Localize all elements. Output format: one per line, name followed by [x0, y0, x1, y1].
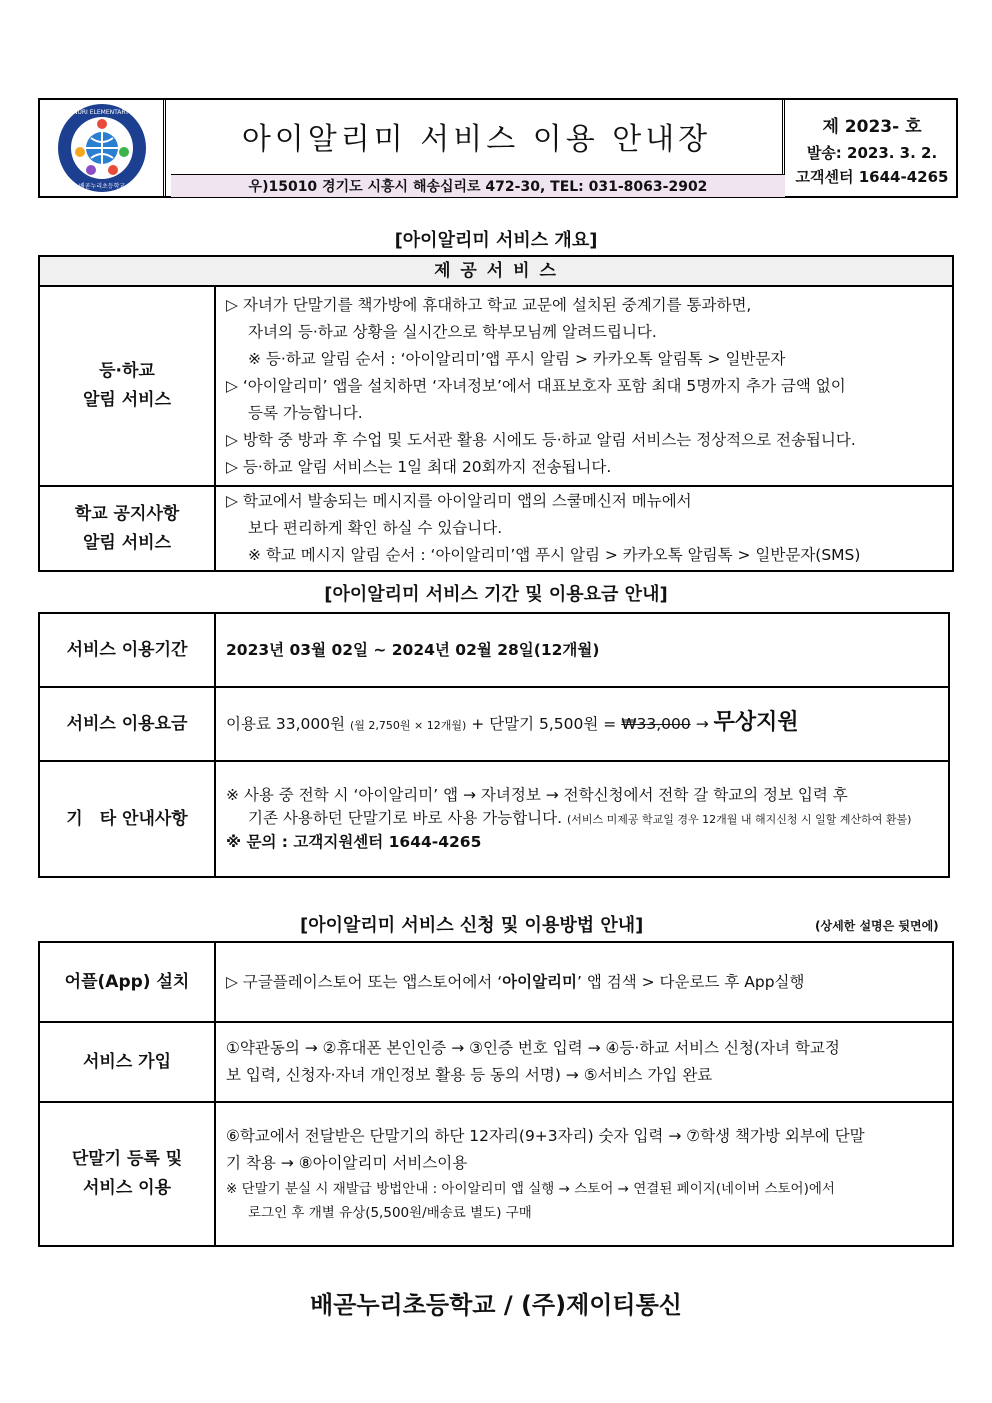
table-row [39, 286, 953, 486]
fee-free-support: 무상지원 [713, 710, 799, 735]
fee-value [215, 687, 949, 761]
doc-number: 제 2023- 호 [822, 117, 922, 137]
school-logo [40, 100, 166, 196]
app-label: 어플(App) 설치 [39, 942, 215, 1022]
overview-table-header: 제 공 서 비 스 [39, 256, 953, 286]
period-label: 서비스 이용기간 [39, 613, 215, 687]
content-line: 보다 편리하게 확인 하실 수 있습니다. [248, 519, 503, 537]
etc-content [215, 761, 949, 877]
etc-line [226, 807, 947, 831]
usage-title: [아이알리미 서비스 신청 및 이용방법 안내] [300, 915, 644, 936]
logo-korean-text: 배곧누리초등학교 [78, 183, 125, 190]
fee-breakdown: (월 2,750원 × 12개월) [350, 719, 467, 732]
join-content [215, 1022, 953, 1102]
overview-title: [아이알리미 서비스 개요] [394, 230, 598, 251]
table-row [39, 942, 953, 1022]
app-content [215, 942, 953, 1022]
row-content [215, 486, 953, 571]
join-line: ①약관동의 → ②휴대폰 본인인증 → ③인증 번호 입력 → ④등·하교 서비스 신청(자녀 학교정 [226, 1039, 840, 1057]
etc-line-text: 기존 사용하던 단말기로 바로 사용 가능합니다. [248, 809, 563, 827]
etc-label: 기 타 안내사항 [39, 761, 215, 877]
content-line: 자녀의 등·하교 상황을 실시간으로 학부모님께 알려드립니다. [248, 322, 657, 341]
logo-text: BAEGOTNURI ELEMENTARY SCHOOL [47, 109, 156, 116]
table-row [39, 687, 949, 761]
header-info [788, 100, 956, 196]
row-label [39, 286, 215, 486]
school-emblem-icon [47, 102, 156, 194]
issue-date: 발송: 2023. 3. 2. [806, 144, 938, 162]
row-label-line: 알림 서비스 [82, 532, 172, 553]
content-line: 등록 가능합니다. [248, 403, 363, 422]
overview-table [38, 255, 954, 572]
usage-side-note: (상세한 설명은 뒷면에) [815, 919, 939, 933]
app-text: ▷ 구글플레이스토어 또는 앱스토어에서 ‘ [226, 972, 503, 991]
app-name: 아이알리미 [502, 972, 577, 991]
device-label-line: 단말기 등록 및 [71, 1149, 183, 1169]
content-line: ▷ 등·하교 알림 서비스는 1일 최대 20회까지 전송됩니다. [226, 457, 612, 476]
period-value: 2023년 03월 02일 ~ 2024년 02월 28일(12개월) [215, 613, 949, 687]
row-content [215, 286, 953, 486]
arrow-icon: → [695, 715, 709, 733]
device-label-line: 서비스 이용 [82, 1178, 172, 1198]
table-row [39, 1022, 953, 1102]
etc-line: ※ 문의 : 고객지원센터 1644-4265 [226, 833, 482, 851]
pricing-title: [아이알리미 서비스 기간 및 이용요금 안내] [324, 584, 668, 605]
etc-line: ※ 사용 중 전학 시 ‘아이알리미’ 앱 → 자녀정보 → 전학신청에서 전학 갈 학교의 정보 입력 후 [226, 786, 848, 804]
device-line: 기 착용 → ⑧아이알리미 서비스이용 [226, 1154, 468, 1172]
row-label-line: 알림 서비스 [82, 390, 172, 410]
fee-label: 서비스 이용요금 [39, 687, 215, 761]
content-line: ※ 등·하교 알림 순서 : ‘아이알리미’앱 푸시 알림 > 카카오톡 알림톡 > 일반문자 [248, 349, 786, 368]
footer-signature: 배곧누리초등학교 / (주)제이티통신 [310, 1291, 682, 1319]
device-label [39, 1102, 215, 1246]
table-row [39, 486, 953, 571]
row-label-line: 등·하교 [99, 361, 155, 381]
etc-note: (서비스 미제공 학교일 경우 12개월 내 해지신청 시 일할 계산하여 환불) [567, 813, 912, 826]
content-line: ※ 학교 메시지 알림 순서 : ‘아이알리미’앱 푸시 알림 > 카카오톡 알림톡 > 일반문자(SMS) [248, 546, 861, 564]
device-content [215, 1102, 953, 1246]
table-row [39, 1102, 953, 1246]
app-text: ’ 앱 검색 > 다운로드 후 App실행 [577, 972, 805, 991]
table-row [39, 613, 949, 687]
content-line: ▷ 자녀가 단말기를 책가방에 휴대하고 학교 교문에 설치된 중계기를 통과하면, [226, 295, 752, 314]
document-title: 아이알리미 서비스 이용 안내장 [241, 122, 712, 157]
row-label [39, 486, 215, 571]
usage-table [38, 941, 954, 1247]
table-row [39, 761, 949, 877]
customer-center: 고객센터 1644-4265 [795, 168, 949, 186]
row-label-line: 학교 공지사항 [74, 503, 180, 524]
content-line: ▷ 방학 중 방과 후 수업 및 도서관 활용 시에도 등·하교 알림 서비스는 정상적으로 전송됩니다. [226, 430, 856, 449]
document-header [38, 98, 958, 198]
device-line: 로그인 후 개별 유상(5,500원/배송료 별도) 구매 [248, 1205, 532, 1221]
fee-main: 이용료 33,000원 [226, 715, 346, 733]
device-line: ※ 단말기 분실 시 재발급 방법안내 : 아이알리미 앱 실행 → 스토어 → 연결된 페이지(네이버 스토어)에서 [226, 1181, 835, 1197]
content-line: ▷ 학교에서 발송되는 메시지를 아이알리미 앱의 스쿨메신저 메뉴에서 [226, 492, 692, 510]
content-line: ▷ ‘아이알리미’ 앱을 설치하면 ‘자녀정보’에서 대표보호자 포함 최대 5명까지 추가 금액 없이 [226, 376, 846, 395]
fee-struck-price: ₩33,000 [621, 715, 691, 733]
join-label: 서비스 가입 [39, 1022, 215, 1102]
school-address: 우)15010 경기도 시흥시 해송십리로 472-30, TEL: 031-8063-2902 [171, 174, 785, 197]
device-line: ⑥학교에서 전달받은 단말기의 하단 12자리(9+3자리) 숫자 입력 → ⑦학생 책가방 외부에 단말 [226, 1127, 865, 1145]
join-line: 보 입력, 신청자·자녀 개인정보 활용 등 동의 서명) → ⑤서비스 가입 완료 [226, 1066, 713, 1084]
fee-device: + 단말기 5,500원 = [471, 715, 617, 733]
pricing-table [38, 612, 950, 878]
